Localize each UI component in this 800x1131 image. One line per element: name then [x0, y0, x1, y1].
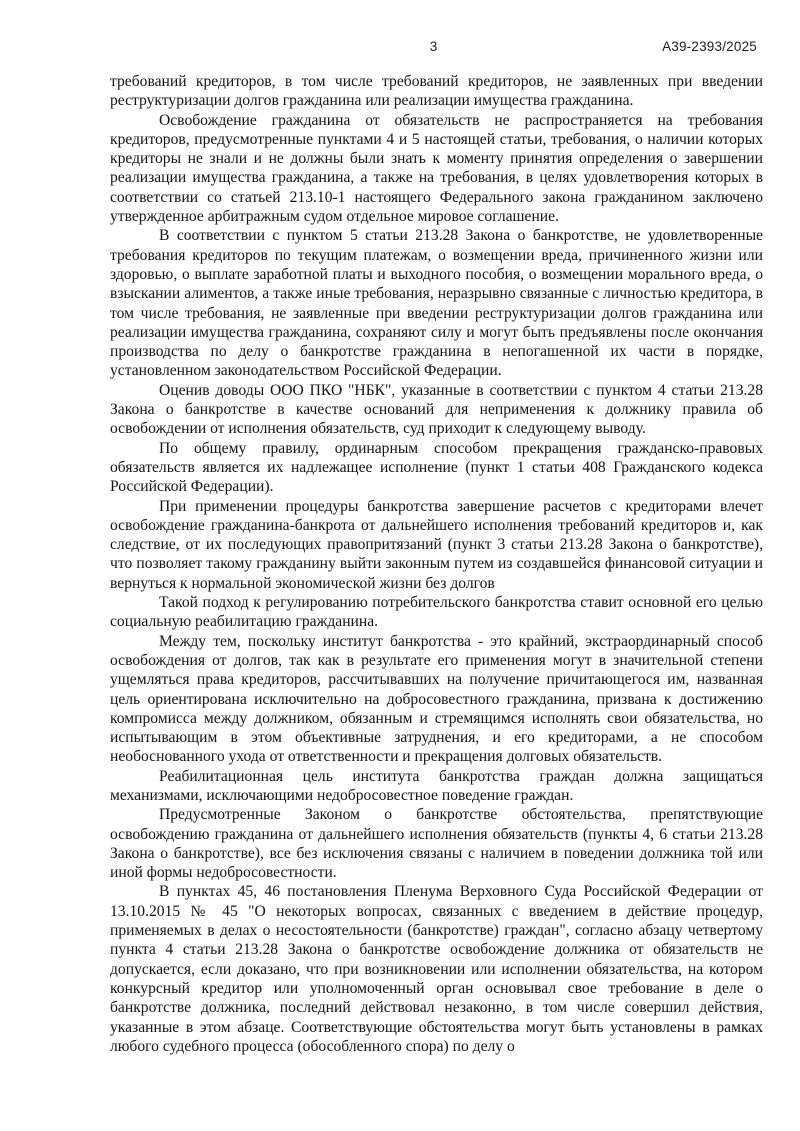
paragraph: Такой подход к регулированию потребительского банкротства ставит основной его целью социальную реабилитацию гражданина.	[110, 594, 763, 631]
paragraph: Оценив доводы ООО ПКО "НБК", указанные в соответствии с пунктом 4 статьи 213.28 Закона о банкротстве в качестве оснований для неприменения к должнику правила об освобождении от исполнения обязательств, суд приходит к следующему выводу.	[110, 381, 763, 438]
case-number: А39-2393/2025	[662, 39, 757, 54]
page-header	[110, 39, 757, 57]
paragraph: Предусмотренные Законом о банкротстве обстоятельства, препятствующие освобождению гражданина от дальнейшего исполнения обязательств (пункты 4, 6 статьи 213.28 Закона о банкротстве), все без исключения связаны с наличием в поведении должника той или иной формы недобросовестности.	[110, 806, 763, 882]
paragraph: требований кредиторов, в том числе требований кредиторов, не заявленных при введении реструктуризации долгов гражданина или реализации имущества гражданина.	[110, 73, 763, 110]
paragraph: При применении процедуры банкротства завершение расчетов с кредиторами влечет освобождение гражданина-банкрота от дальнейшего исполнения требований кредиторов и, как следствие, от их последующих правопритязаний (пункт 3 статьи 213.28 Закона о банкротстве), что позволяет такому гражданину выйти законным путем из создавшейся финансовой ситуации и вернуться к нормальной экономической жизни без долгов	[110, 497, 763, 592]
paragraph: По общему правилу, ординарным способом прекращения гражданско-правовых обязательств является их надлежащее исполнение (пункт 1 статьи 408 Гражданского кодекса Российской Федерации).	[110, 439, 763, 496]
paragraph: Между тем, поскольку институт банкротства - это крайний, экстраординарный способ освобождения от долгов, так как в результате его применения могут в значительной степени ущемляться права кредиторов, рассчитывавших на получение причитающегося им, названная цель ориентирована исключительно на добросовестного гражданина, призвана к достижению компромисса между должником, обязанным и стремящимся исполнять свои обязательства, но испытывающим в этом объективные затруднения, и его кредиторами, а не способом необоснованного ухода от ответственности и прекращения долговых обязательств.	[110, 632, 763, 766]
paragraph: Освобождение гражданина от обязательств не распространяется на требования кредиторов, предусмотренные пунктами 4 и 5 настоящей статьи, требования, о наличии которых кредиторы не знали и не должны были знать к моменту принятия определения о завершении реализации имущества гражданина, а также на требования, в целях удовлетворения которых в соответствии со статьей 213.10-1 настоящего Федерального закона гражданином заключено утвержденное арбитражным судом отдельное мировое соглашение.	[110, 111, 763, 226]
paragraph: В соответствии с пунктом 5 статьи 213.28 Закона о банкротстве, не удовлетворенные требования кредиторов по текущим платежам, о возмещении вреда, причиненного жизни или здоровью, о выплате заработной платы и выходного пособия, о возмещении морального вреда, о взыскании алиментов, а также иные требования, неразрывно связанные с личностью кредитора, в том числе требования, не заявленные при введении реструктуризации долгов гражданина или реализации имущества гражданина, сохраняют силу и могут быть предъявлены после окончания производства по делу о банкротстве гражданина в непогашенной их части в порядке, установленном законодательством Российской Федерации.	[110, 227, 763, 380]
document-body	[110, 72, 763, 1056]
paragraph: В пунктах 45, 46 постановления Пленума Верховного Суда Российской Федерации от 13.10.2015 № 45 "О некоторых вопросах, связанных с введением в действие процедур, применяемых в делах о несостоятельности (банкротстве) граждан", согласно абзацу четвертому пункта 4 статьи 213.28 Закона о банкротстве освобождение должника от обязательств не допускается, если доказано, что при возникновении или исполнении обязательства, на котором конкурсный кредитор или уполномоченный орган основывал свое требование в деле о банкротстве должника, последний действовал незаконно, в том числе совершил действия, указанные в этом абзаце. Соответствующие обстоятельства могут быть установлены в рамках любого судебного процесса (обособленного спора) по делу о	[110, 883, 763, 1055]
paragraph: Реабилитационная цель института банкротства граждан должна защищаться механизмами, исключающими недобросовестное поведение граждан.	[110, 767, 763, 804]
page-number: 3	[429, 39, 438, 54]
